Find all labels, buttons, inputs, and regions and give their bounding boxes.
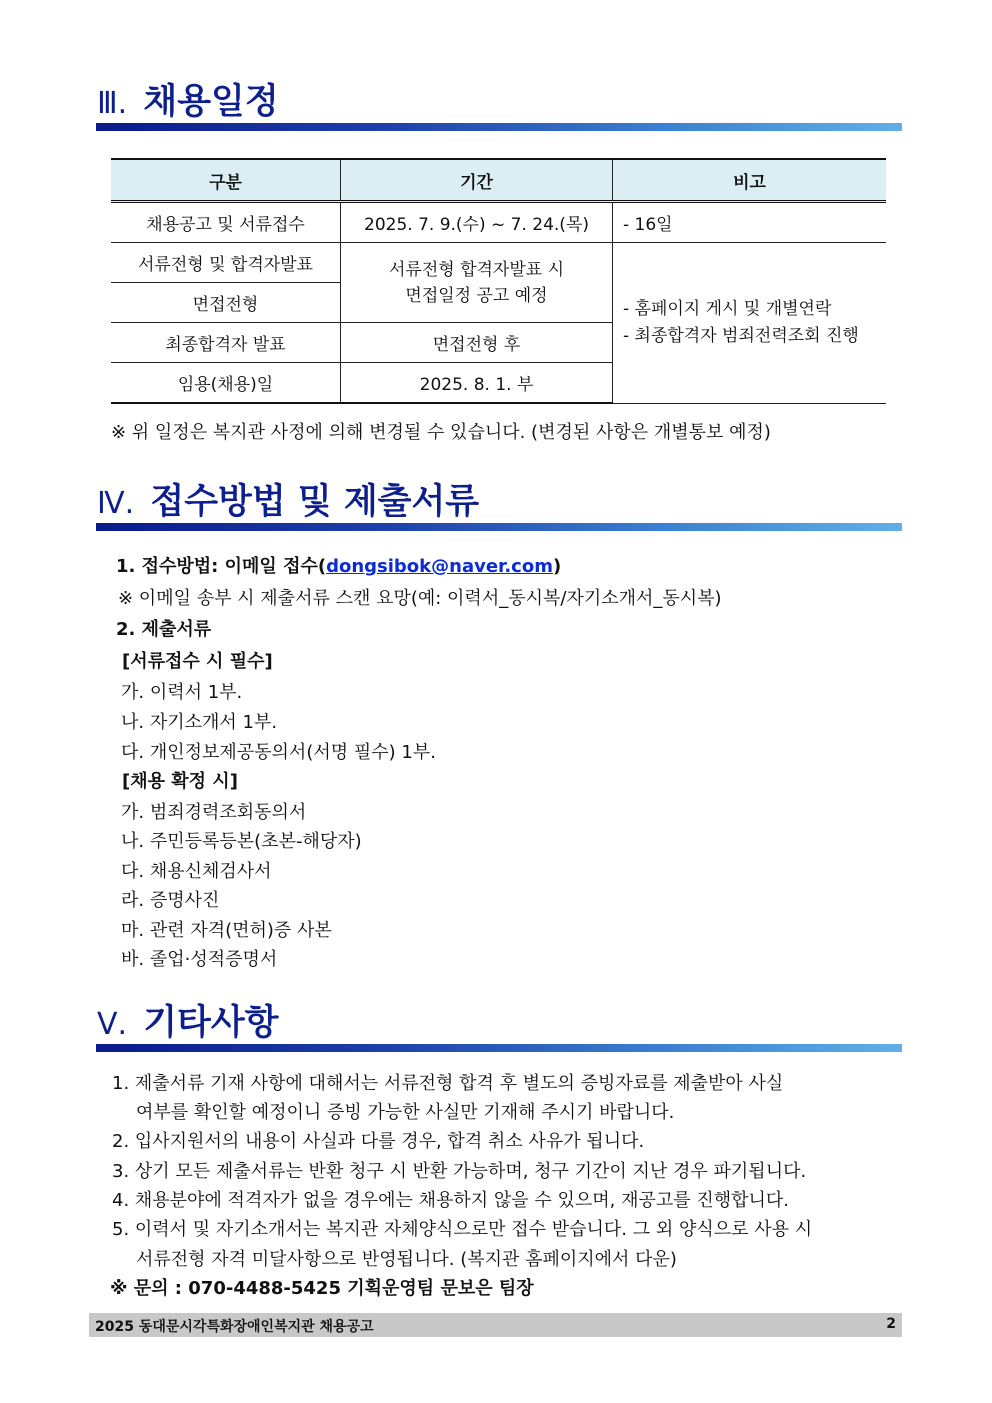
cell-period: 2025. 8. 1. 부 xyxy=(341,363,613,404)
notice-line: 1. 제출서류 기재 사항에 대해서는 서류전형 합격 후 별도의 증빙자료를 제출받아 사실 xyxy=(112,1073,784,1094)
cell-category: 채용공고 및 서류접수 xyxy=(111,202,341,243)
method-prefix: 1. 접수방법: 이메일 접수( xyxy=(116,556,327,577)
cell-category: 면접전형 xyxy=(111,283,341,323)
header-note: 비고 xyxy=(613,159,887,202)
section-5-heading: 기타사항 xyxy=(143,1003,279,1043)
method-line xyxy=(116,552,561,578)
list-item: 나. 자기소개서 1부. xyxy=(121,712,278,733)
section-3-divider xyxy=(96,123,902,131)
notice-line: 3. 상기 모든 제출서류는 반환 청구 시 반환 가능하며, 청구 기간이 지난 경우 파기됩니다. xyxy=(112,1161,807,1182)
section-5-divider xyxy=(96,1044,902,1052)
list-item: 라. 증명사진 xyxy=(121,890,220,911)
cell-note-merged xyxy=(613,243,887,404)
cell-category: 임용(채용)일 xyxy=(111,363,341,404)
docs-heading: 2. 제출서류 xyxy=(116,619,212,640)
method-suffix: ) xyxy=(552,556,562,577)
contact-line: ※ 문의 : 070-4488-5425 기획운영팀 문보은 팀장 xyxy=(110,1278,534,1299)
cell-period: 면접전형 후 xyxy=(341,323,613,363)
table-header-row xyxy=(111,159,886,202)
page-number: 2 xyxy=(886,1316,896,1332)
list-item: 마. 관련 자격(면허)증 사본 xyxy=(121,920,332,941)
page-footer xyxy=(89,1313,902,1337)
section-3-number: Ⅲ. xyxy=(97,86,128,121)
required-heading: [서류접수 시 필수] xyxy=(122,651,273,672)
notice-line: 서류전형 자격 미달사항으로 반영됩니다. (복지관 홈페이지에서 다운) xyxy=(136,1249,677,1270)
cell-category: 서류전형 및 합격자발표 xyxy=(111,243,341,283)
merged-note-line: - 홈페이지 게시 및 개별연락 xyxy=(623,298,832,319)
notice-line: 여부를 확인할 예정이니 증빙 가능한 사실만 기재해 주시기 바랍니다. xyxy=(136,1102,675,1123)
merged-period-line: 면접일정 공고 예정 xyxy=(405,285,548,306)
list-item: 가. 이력서 1부. xyxy=(121,682,243,703)
table-row xyxy=(111,243,886,283)
footer-title: 2025 동대문시각특화장애인복지관 채용공고 xyxy=(95,1319,374,1335)
header-period: 기간 xyxy=(341,159,613,202)
cell-category: 최종합격자 발표 xyxy=(111,323,341,363)
table-row xyxy=(111,202,886,243)
header-category: 구분 xyxy=(111,159,341,202)
merged-note-line: - 최종합격자 범죄전력조회 진행 xyxy=(623,325,859,346)
section-3-heading: 채용일정 xyxy=(143,82,279,122)
section-4-divider xyxy=(96,523,902,531)
email-link[interactable]: dongsibok@naver.com xyxy=(326,556,553,577)
list-item: 다. 개인정보제공동의서(서명 필수) 1부. xyxy=(121,742,436,763)
notice-line: 2. 입사지원서의 내용이 사실과 다를 경우, 합격 취소 사유가 됩니다. xyxy=(112,1131,645,1152)
section-4-title xyxy=(97,474,479,524)
section-5-title xyxy=(97,995,279,1045)
list-item: 가. 범죄경력조회동의서 xyxy=(121,802,307,823)
schedule-table xyxy=(111,158,886,404)
cell-period: 2025. 7. 9.(수) ~ 7. 24.(목) xyxy=(341,202,613,243)
merged-period-line: 서류전형 합격자발표 시 xyxy=(388,259,565,280)
method-note: ※ 이메일 송부 시 제출서류 스캔 요망(예: 이력서_동시복/자기소개서_동시복) xyxy=(118,588,722,609)
list-item: 바. 졸업·성적증명서 xyxy=(121,949,278,970)
section-3-title xyxy=(97,74,279,124)
section-5-number: Ⅴ. xyxy=(97,1007,128,1042)
list-item: 다. 채용신체검사서 xyxy=(121,861,272,882)
cell-period-merged xyxy=(341,243,613,323)
section-4-number: Ⅳ. xyxy=(97,486,135,521)
notice-line: 4. 채용분야에 적격자가 없을 경우에는 채용하지 않을 수 있으며, 재공고를 진행합니다. xyxy=(112,1190,790,1211)
section-4-heading: 접수방법 및 제출서류 xyxy=(150,482,480,522)
schedule-footnote: ※ 위 일정은 복지관 사정에 의해 변경될 수 있습니다. (변경된 사항은 개별통보 예정) xyxy=(111,422,771,443)
list-item: 나. 주민등록등본(초본-해당자) xyxy=(121,831,362,852)
notice-line: 5. 이력서 및 자기소개서는 복지관 자체양식으로만 접수 받습니다. 그 외 양식으로 사용 시 xyxy=(112,1219,813,1240)
cell-note: - 16일 xyxy=(613,202,887,243)
hire-heading: [채용 확정 시] xyxy=(122,771,238,792)
